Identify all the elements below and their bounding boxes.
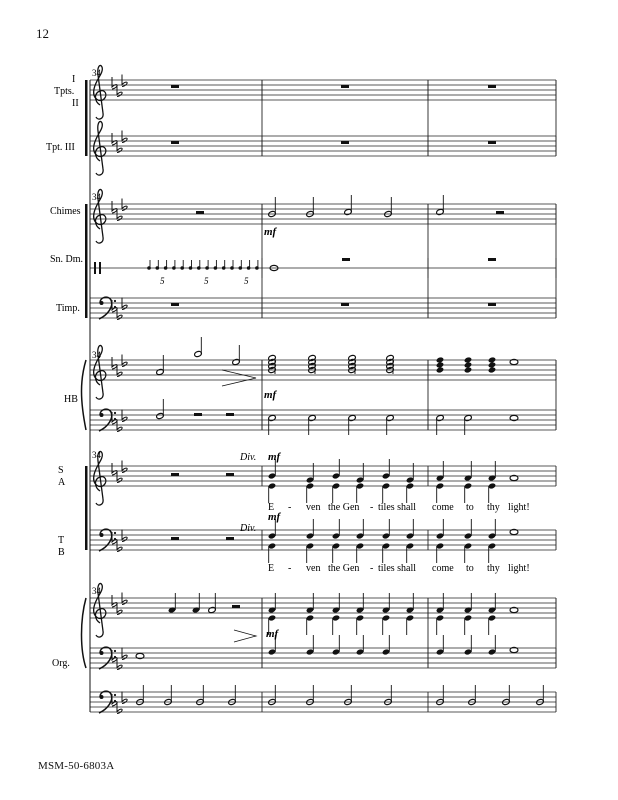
- tb-lyrics: [268, 563, 530, 574]
- lyric-syllable: light!: [508, 563, 530, 574]
- organ-brace: [82, 598, 87, 668]
- measure-number-hb: 34: [92, 350, 101, 360]
- org-treble-staff: [90, 583, 556, 637]
- whole-rest: [341, 303, 349, 306]
- snare-note: [205, 266, 209, 270]
- lyric-syllable: tiles shall: [378, 502, 417, 513]
- hb-treble-staff: [90, 345, 556, 399]
- lyric-syllable: the Gen: [328, 502, 360, 513]
- hb-dynamic: mf: [264, 389, 277, 401]
- whole-rest: [171, 141, 179, 144]
- snare-note: [156, 266, 160, 270]
- tb-b-label: B: [58, 547, 65, 558]
- snare-staff: [90, 258, 556, 278]
- whole-rest: [341, 85, 349, 88]
- tpts-ii-label: II: [72, 98, 79, 109]
- lyric-hyphen: -: [288, 502, 292, 513]
- whole-rest: [488, 141, 496, 144]
- snare-note: [214, 266, 218, 270]
- org-bass-staff: [90, 647, 556, 669]
- lyric-syllable: the Gen: [328, 563, 360, 574]
- chimes-label: Chimes: [50, 206, 81, 217]
- lyric-hyphen: -: [288, 563, 292, 574]
- hb-chord-note: [464, 356, 472, 363]
- percussion-bracket: [85, 204, 88, 318]
- sa-a-label: A: [58, 477, 66, 488]
- treble-clef: [94, 121, 106, 175]
- lyric-syllable: ven: [306, 502, 321, 513]
- tb-staff: [90, 529, 556, 551]
- org-dynamic: mf: [266, 628, 279, 640]
- lyric-syllable: E: [268, 563, 275, 574]
- tpts-i-label: I: [72, 74, 76, 85]
- tpt3-staff: [90, 121, 556, 175]
- hb-bass-staff: [90, 409, 556, 431]
- snare-note: [247, 266, 251, 270]
- snare-label: Sn. Dm.: [50, 254, 84, 265]
- hb-brace: [82, 360, 87, 430]
- tuplet-number-2: 5: [204, 276, 209, 286]
- lyric-syllable: come: [432, 563, 454, 574]
- whole-rest: [488, 85, 496, 88]
- tb-dynamic: mf: [268, 511, 281, 523]
- snare-note: [164, 266, 168, 270]
- page-number: 12: [36, 26, 49, 41]
- percussion-clef: [94, 262, 96, 274]
- chimes-dynamic: mf: [264, 226, 277, 238]
- half-rest: [232, 605, 240, 608]
- sa-staff: [90, 451, 556, 505]
- half-rest: [171, 537, 179, 540]
- whole-rest: [171, 303, 179, 306]
- whole-rest: [341, 141, 349, 144]
- half-rest: [496, 211, 504, 214]
- org-label: Org.: [52, 658, 70, 669]
- timp-label: Timp.: [56, 303, 80, 314]
- snare-note: [180, 266, 184, 270]
- measure-number-chimes: 34: [92, 192, 101, 202]
- snare-note: [147, 266, 151, 270]
- sa-dynamic: mf: [268, 451, 281, 463]
- flat-sign: [112, 77, 117, 89]
- half-rest: [226, 473, 234, 476]
- tpts-staff: [90, 65, 556, 119]
- hb-chord-note: [488, 356, 496, 363]
- half-rest: [226, 413, 234, 416]
- lyric-syllable: come: [432, 502, 454, 513]
- decrescendo-hairpin: [222, 370, 256, 386]
- tuplet-number-1: 5: [160, 276, 165, 286]
- catalog-number: MSM-50-6803A: [38, 760, 115, 772]
- org-pedal-staff: [90, 691, 556, 713]
- lyric-hyphen: -: [370, 563, 374, 574]
- sa-lyrics: [268, 502, 530, 513]
- tb-t-label: T: [58, 535, 65, 546]
- snare-note: [197, 266, 201, 270]
- flat-sign: [112, 463, 117, 475]
- sa-s-label: S: [58, 465, 64, 476]
- lyric-hyphen: -: [370, 502, 374, 513]
- brass-bracket: [85, 80, 88, 156]
- whole-rest: [488, 258, 496, 261]
- snare-note: [230, 266, 234, 270]
- measure-number-sa: 34: [92, 450, 101, 460]
- half-rest: [196, 211, 204, 214]
- tuplet-number-3: 5: [244, 276, 249, 286]
- tpts-label: Tpts.: [54, 86, 75, 97]
- whole-rest: [488, 303, 496, 306]
- lyric-syllable: to: [466, 563, 474, 574]
- lyric-syllable: ven: [306, 563, 321, 574]
- lyric-syllable: to: [466, 502, 474, 513]
- half-rest: [226, 537, 234, 540]
- flat-sign: [112, 357, 117, 369]
- lyric-syllable: thy: [487, 563, 500, 574]
- measure-number-org: 34: [92, 586, 101, 596]
- tb-divisi: Div.: [240, 523, 257, 534]
- flat-sign: [112, 133, 117, 145]
- half-rest: [194, 413, 202, 416]
- lyric-syllable: light!: [508, 502, 530, 513]
- lyric-syllable: tiles shall: [378, 563, 417, 574]
- lyric-syllable: thy: [487, 502, 500, 513]
- sa-divisi: Div.: [240, 452, 257, 463]
- snare-note: [239, 266, 243, 270]
- decrescendo-hairpin: [234, 630, 256, 642]
- snare-note: [189, 266, 193, 270]
- snare-note: [172, 266, 176, 270]
- choir-bracket: [85, 466, 88, 550]
- tpt3-label: Tpt. III: [46, 142, 75, 153]
- whole-rest: [342, 258, 350, 261]
- lyric-syllable: E: [268, 502, 275, 513]
- flat-sign: [112, 201, 117, 213]
- hb-label: HB: [64, 394, 78, 405]
- measure-number-tpts: 34: [92, 68, 101, 78]
- chimes-staff: [90, 189, 556, 243]
- whole-rest: [171, 85, 179, 88]
- timp-staff: [90, 297, 556, 319]
- snare-note: [255, 266, 259, 270]
- flat-sign: [112, 595, 117, 607]
- hb-chord-note: [436, 356, 444, 363]
- snare-note: [222, 266, 226, 270]
- half-rest: [171, 473, 179, 476]
